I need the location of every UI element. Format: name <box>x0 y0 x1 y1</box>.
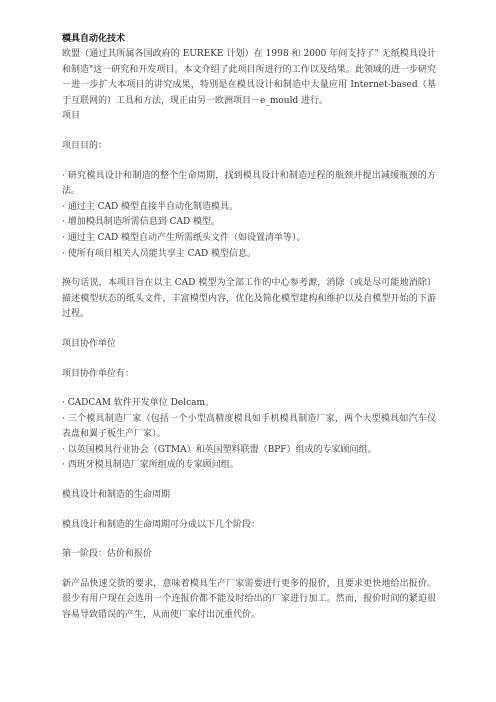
spacer <box>62 504 436 518</box>
spacer <box>62 125 436 139</box>
spacer <box>62 323 436 337</box>
spacer <box>62 155 436 169</box>
partner-item: · 西班牙模具制造厂家所组成的专家顾问组。 <box>62 460 239 471</box>
spacer <box>62 533 436 547</box>
spacer <box>62 563 436 577</box>
lifecycle-intro: 模具设计和制造的生命周期可分成以下几个阶段： <box>62 519 261 530</box>
partners-heading: 项目协作单位 <box>62 338 117 349</box>
spacer <box>62 353 436 367</box>
objective-item: · 通过主 CAD 模型自动产生所需纸头文件（如设置清单等）。 <box>62 232 306 243</box>
lifecycle-heading: 模具设计和制造的生命周期 <box>62 490 171 501</box>
objective-item: · 使所有项目相关人员能共享主 CAD 模型信息。 <box>62 248 257 259</box>
spacer <box>62 474 436 488</box>
spacer <box>62 262 436 276</box>
partner-item: · 以英国模具行业协会（GTMA）和英国塑料联盟（BPF）组成的专家顾问组。 <box>62 444 377 455</box>
objectives-heading: 项目目的： <box>62 140 108 151</box>
document-page <box>62 32 436 624</box>
stage1-heading: 第一阶段：估价和报价 <box>62 549 153 560</box>
partners-intro: 项目协作单位有： <box>62 368 135 379</box>
intro-paragraph: 欧盟（通过其所属各国政府的 EUREKE 计划）在 1998 和 2000 年间支持了" 无纸模具设计和制造"这一研究和开发项目。本文介绍了此项目所进行的工作以及结果。此领域的进一步研究－进一步扩大本项目的讲究成果，特别是在模具设计和制造中大量应用 Internet-based（基于互联网的）工具和方法，现正由另一欧洲项目－e_mould 进行。 <box>62 49 436 106</box>
document-title: 模具自动化技术 <box>62 34 126 44</box>
objective-item: · 通过主 CAD 模型直接半自动化制造模具。 <box>62 201 239 212</box>
stage1-paragraph: 新产品快速交货的要求，意味着模具生产厂家需要进行更多的报价，且要求更快地给出报价。很少有用户现在会选用一个连报价都不能及时给出的厂家进行加工。然而，报价时间的紧迫很容易导致错误的产生，从而使厂家付出沉重代价。 <box>62 578 436 621</box>
objective-item: · 增加模具制造所需信息到 CAD 模型。 <box>62 217 221 228</box>
partner-item: · CADCAM 软件开发单位 Delcam。 <box>62 398 215 409</box>
project-heading: 项目 <box>62 111 81 122</box>
partner-item: · 三个模具制造厂家（包括一个小型高精度模具如手机模具制造厂家，两个大型模具如汽车仪表盘和翼子板生产厂家）。 <box>62 413 436 440</box>
spacer <box>62 382 436 396</box>
objective-item: · 研究模具设计和制造的整个生命周期，找到模具设计和制造过程的瓶颈并提出减缓瓶颈的方法。 <box>62 170 436 197</box>
summary-paragraph: 换句话说，本项目旨在以主 CAD 模型为全部工作的中心参考源，消除（或是尽可能地消除）描述模型状态的纸头文件，丰富模型内容，优化及简化模型建构和维护以及自模型开始的下游过程。 <box>62 278 436 320</box>
